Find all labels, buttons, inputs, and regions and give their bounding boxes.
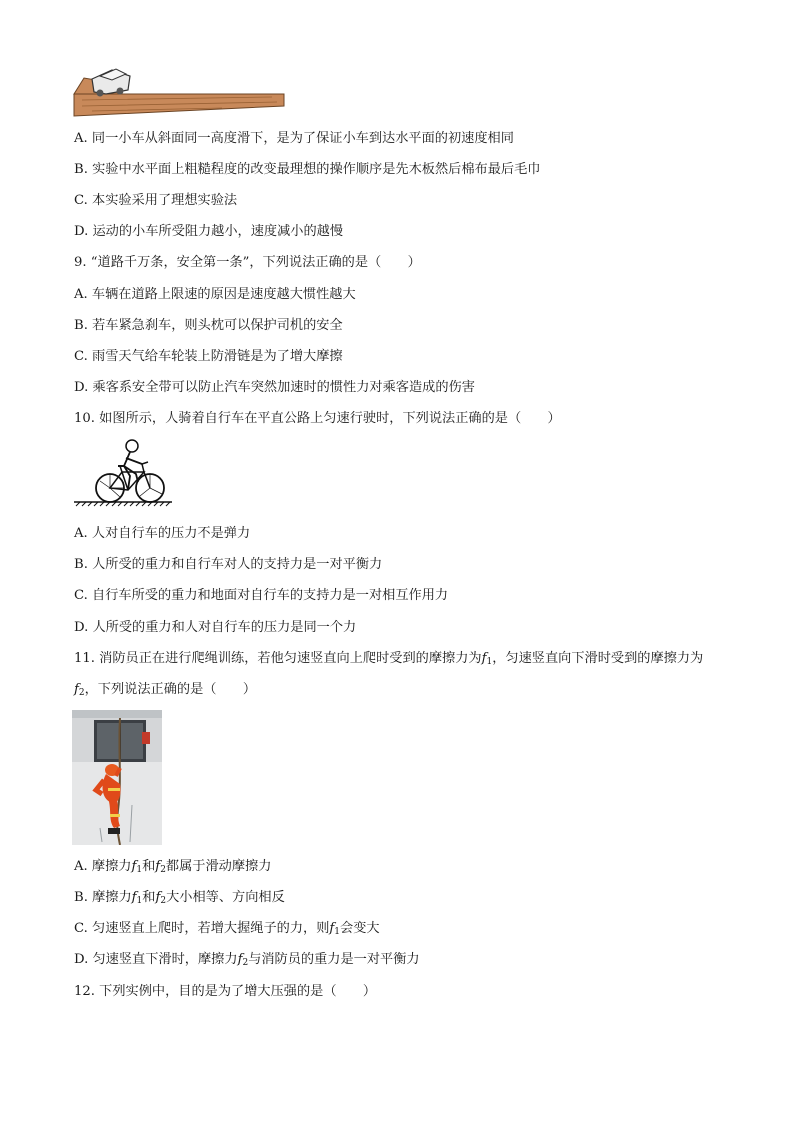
q11-opt-a-text1: A. 摩擦力 bbox=[74, 859, 132, 874]
f1-symbol: f bbox=[329, 921, 335, 936]
f2-subscript: 2 bbox=[242, 958, 249, 968]
firefighter-photo bbox=[72, 710, 162, 845]
q11-stem-a: 11. 消防员正在进行爬绳训练，若他匀速竖直向上爬时受到的摩擦力为 bbox=[74, 651, 482, 666]
q11-opt-c-text1: C. 匀速竖直上爬时，若增大握绳子的力，则 bbox=[74, 921, 330, 936]
f1-subscript: 1 bbox=[334, 927, 341, 937]
q11-opt-b-text3: 大小相等、方向相反 bbox=[166, 890, 285, 905]
q11-stem-b: ，匀速竖直向下滑时受到的摩擦力为 bbox=[492, 651, 704, 666]
q10-option-c: C. 自行车所受的重力和地面对自行车的支持力是一对相互作用力 bbox=[74, 588, 449, 603]
q11-option-d bbox=[74, 951, 420, 972]
f2-symbol: f bbox=[74, 682, 79, 697]
f1-subscript: 1 bbox=[136, 896, 143, 906]
q12-stem: 12. 下列实例中，目的是为了增大压强的是（ ） bbox=[74, 984, 377, 999]
q11-opt-c-text2: 会变大 bbox=[340, 921, 380, 936]
f2-symbol: f bbox=[155, 859, 161, 874]
f1-symbol: f bbox=[131, 890, 137, 905]
f2-subscript: 2 bbox=[78, 688, 85, 698]
f1-symbol: f bbox=[481, 651, 487, 666]
f1-subscript: 1 bbox=[136, 865, 143, 875]
q10-option-b: B. 人所受的重力和自行车对人的支持力是一对平衡力 bbox=[74, 557, 383, 572]
q8-option-c: C. 本实验采用了理想实验法 bbox=[74, 193, 238, 208]
q11-stem-c: ，下列说法正确的是（ ） bbox=[84, 682, 257, 697]
q11-opt-a-text2: 和 bbox=[142, 859, 156, 874]
q11-opt-d-text2: 与消防员的重力是一对平衡力 bbox=[248, 952, 420, 967]
q9-stem: 9. “道路千万条，安全第一条”，下列说法正确的是（ ） bbox=[74, 255, 421, 270]
f1-subscript: 1 bbox=[486, 657, 493, 667]
f2-subscript: 2 bbox=[160, 896, 167, 906]
q9-option-a: A. 车辆在道路上限速的原因是速度越大惯性越大 bbox=[74, 287, 356, 302]
q11-stem-line1 bbox=[74, 650, 703, 671]
q11-option-a bbox=[74, 858, 271, 879]
q11-opt-a-text3: 都属于滑动摩擦力 bbox=[165, 859, 272, 874]
q9-option-d: D. 乘客系安全带可以防止汽车突然加速时的惯性力对乘客造成的伤害 bbox=[74, 380, 475, 395]
q11-stem-line2 bbox=[74, 681, 256, 702]
q11-opt-d-text1: D. 匀速竖直下滑时，摩擦力 bbox=[74, 952, 238, 967]
q9-option-b: B. 若车紧急刹车，则头枕可以保护司机的安全 bbox=[74, 318, 343, 333]
f2-symbol: f bbox=[155, 890, 161, 905]
q8-option-d: D. 运动的小车所受阻力越小，速度减小的越慢 bbox=[74, 224, 344, 239]
q11-option-c bbox=[74, 920, 380, 941]
q11-opt-b-text1: B. 摩擦力 bbox=[74, 890, 132, 905]
q10-stem: 10. 如图所示，人骑着自行车在平直公路上匀速行驶时，下列说法正确的是（ ） bbox=[74, 411, 561, 426]
f1-symbol: f bbox=[131, 859, 137, 874]
q10-option-a: A. 人对自行车的压力不是弹力 bbox=[74, 526, 251, 541]
q11-opt-b-text2: 和 bbox=[142, 890, 156, 905]
cyclist-figure bbox=[72, 436, 176, 512]
f2-subscript: 2 bbox=[160, 865, 166, 875]
q8-option-b: B. 实验中水平面上粗糙程度的改变最理想的操作顺序是先木板然后棉布最后毛巾 bbox=[74, 162, 541, 177]
q11-option-b bbox=[74, 889, 285, 910]
f2-symbol: f bbox=[237, 952, 243, 967]
ramp-cart-figure bbox=[72, 64, 288, 120]
q9-option-c: C. 雨雪天气给车轮装上防滑链是为了增大摩擦 bbox=[74, 349, 343, 364]
q8-option-a: A. 同一小车从斜面同一高度滑下，是为了保证小车到达水平面的初速度相同 bbox=[74, 131, 514, 146]
q10-option-d: D. 人所受的重力和人对自行车的压力是同一个力 bbox=[74, 620, 357, 635]
